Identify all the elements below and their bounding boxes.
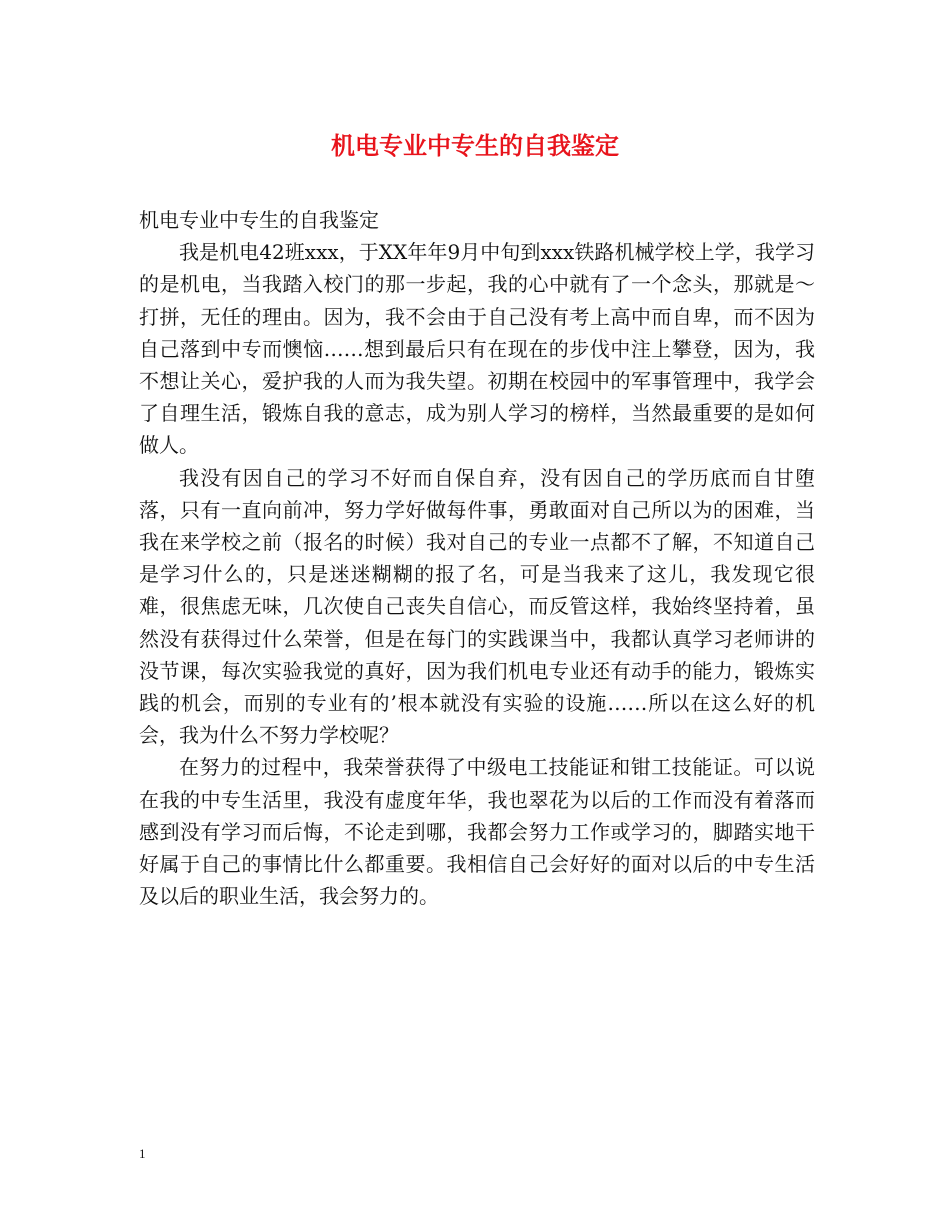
document-body <box>139 204 815 912</box>
document-title: 机电专业中专生的自我鉴定 <box>331 131 619 160</box>
page-number: 1 <box>139 1146 146 1161</box>
paragraph-2: 我没有因自己的学习不好而自保自弃，没有因自己的学历底而自甘堕落，只有一直向前冲，努力学好做每件事，勇敢面对自己所以为的困难，当我在来学校之前（报名的时候）我对自己的专业一点都不了解，不知道自己是学习什么的，只是迷迷糊糊的报了名，可是当我来了这儿，我发现它很难，很焦虑无味，几次使自己丧失自信心，而反管这样，我始终坚持着，虽然没有获得过什么荣誉，但是在每门的实践课当中，我都认真学习老师讲的没节课，每次实验我觉的真好，因为我们机电专业还有动手的能力，锻炼实践的机会，而别的专业有的’根本就没有实验的设施……所以在这么好的机会，我为什么不努力学校呢？ <box>139 465 815 748</box>
document-subtitle: 机电专业中专生的自我鉴定 <box>139 208 379 232</box>
paragraph-1: 我是机电42班xxx，于XX年年9月中旬到xxx铁路机械学校上学，我学习的是机电，当我踏入校门的那一步起，我的心中就有了一个念头，那就是～打拼，无任的理由。因为，我不会由于自己没有考上高中而自卑，而不因为自己落到中专而懊恼……想到最后只有在现在的步伐中注上攀登，因为，我不想让关心，爱护我的人而为我失望。初期在校园中的军事管理中，我学会了自理生活，锻炼自我的意志，成为别人学习的榜样，当然最重要的是如何做人。 <box>139 240 815 458</box>
paragraph-3: 在努力的过程中，我荣誉获得了中级电工技能证和钳工技能证。可以说在我的中专生活里，我没有虚度年华，我也翠花为以后的工作而没有着落而感到没有学习而后悔，不论走到哪，我都会努力工作或学习的，脚踏实地干好属于自己的事情比什么都重要。我相信自己会好好的面对以后的中专生活及以后的职业生活，我会努力的。 <box>139 755 815 909</box>
